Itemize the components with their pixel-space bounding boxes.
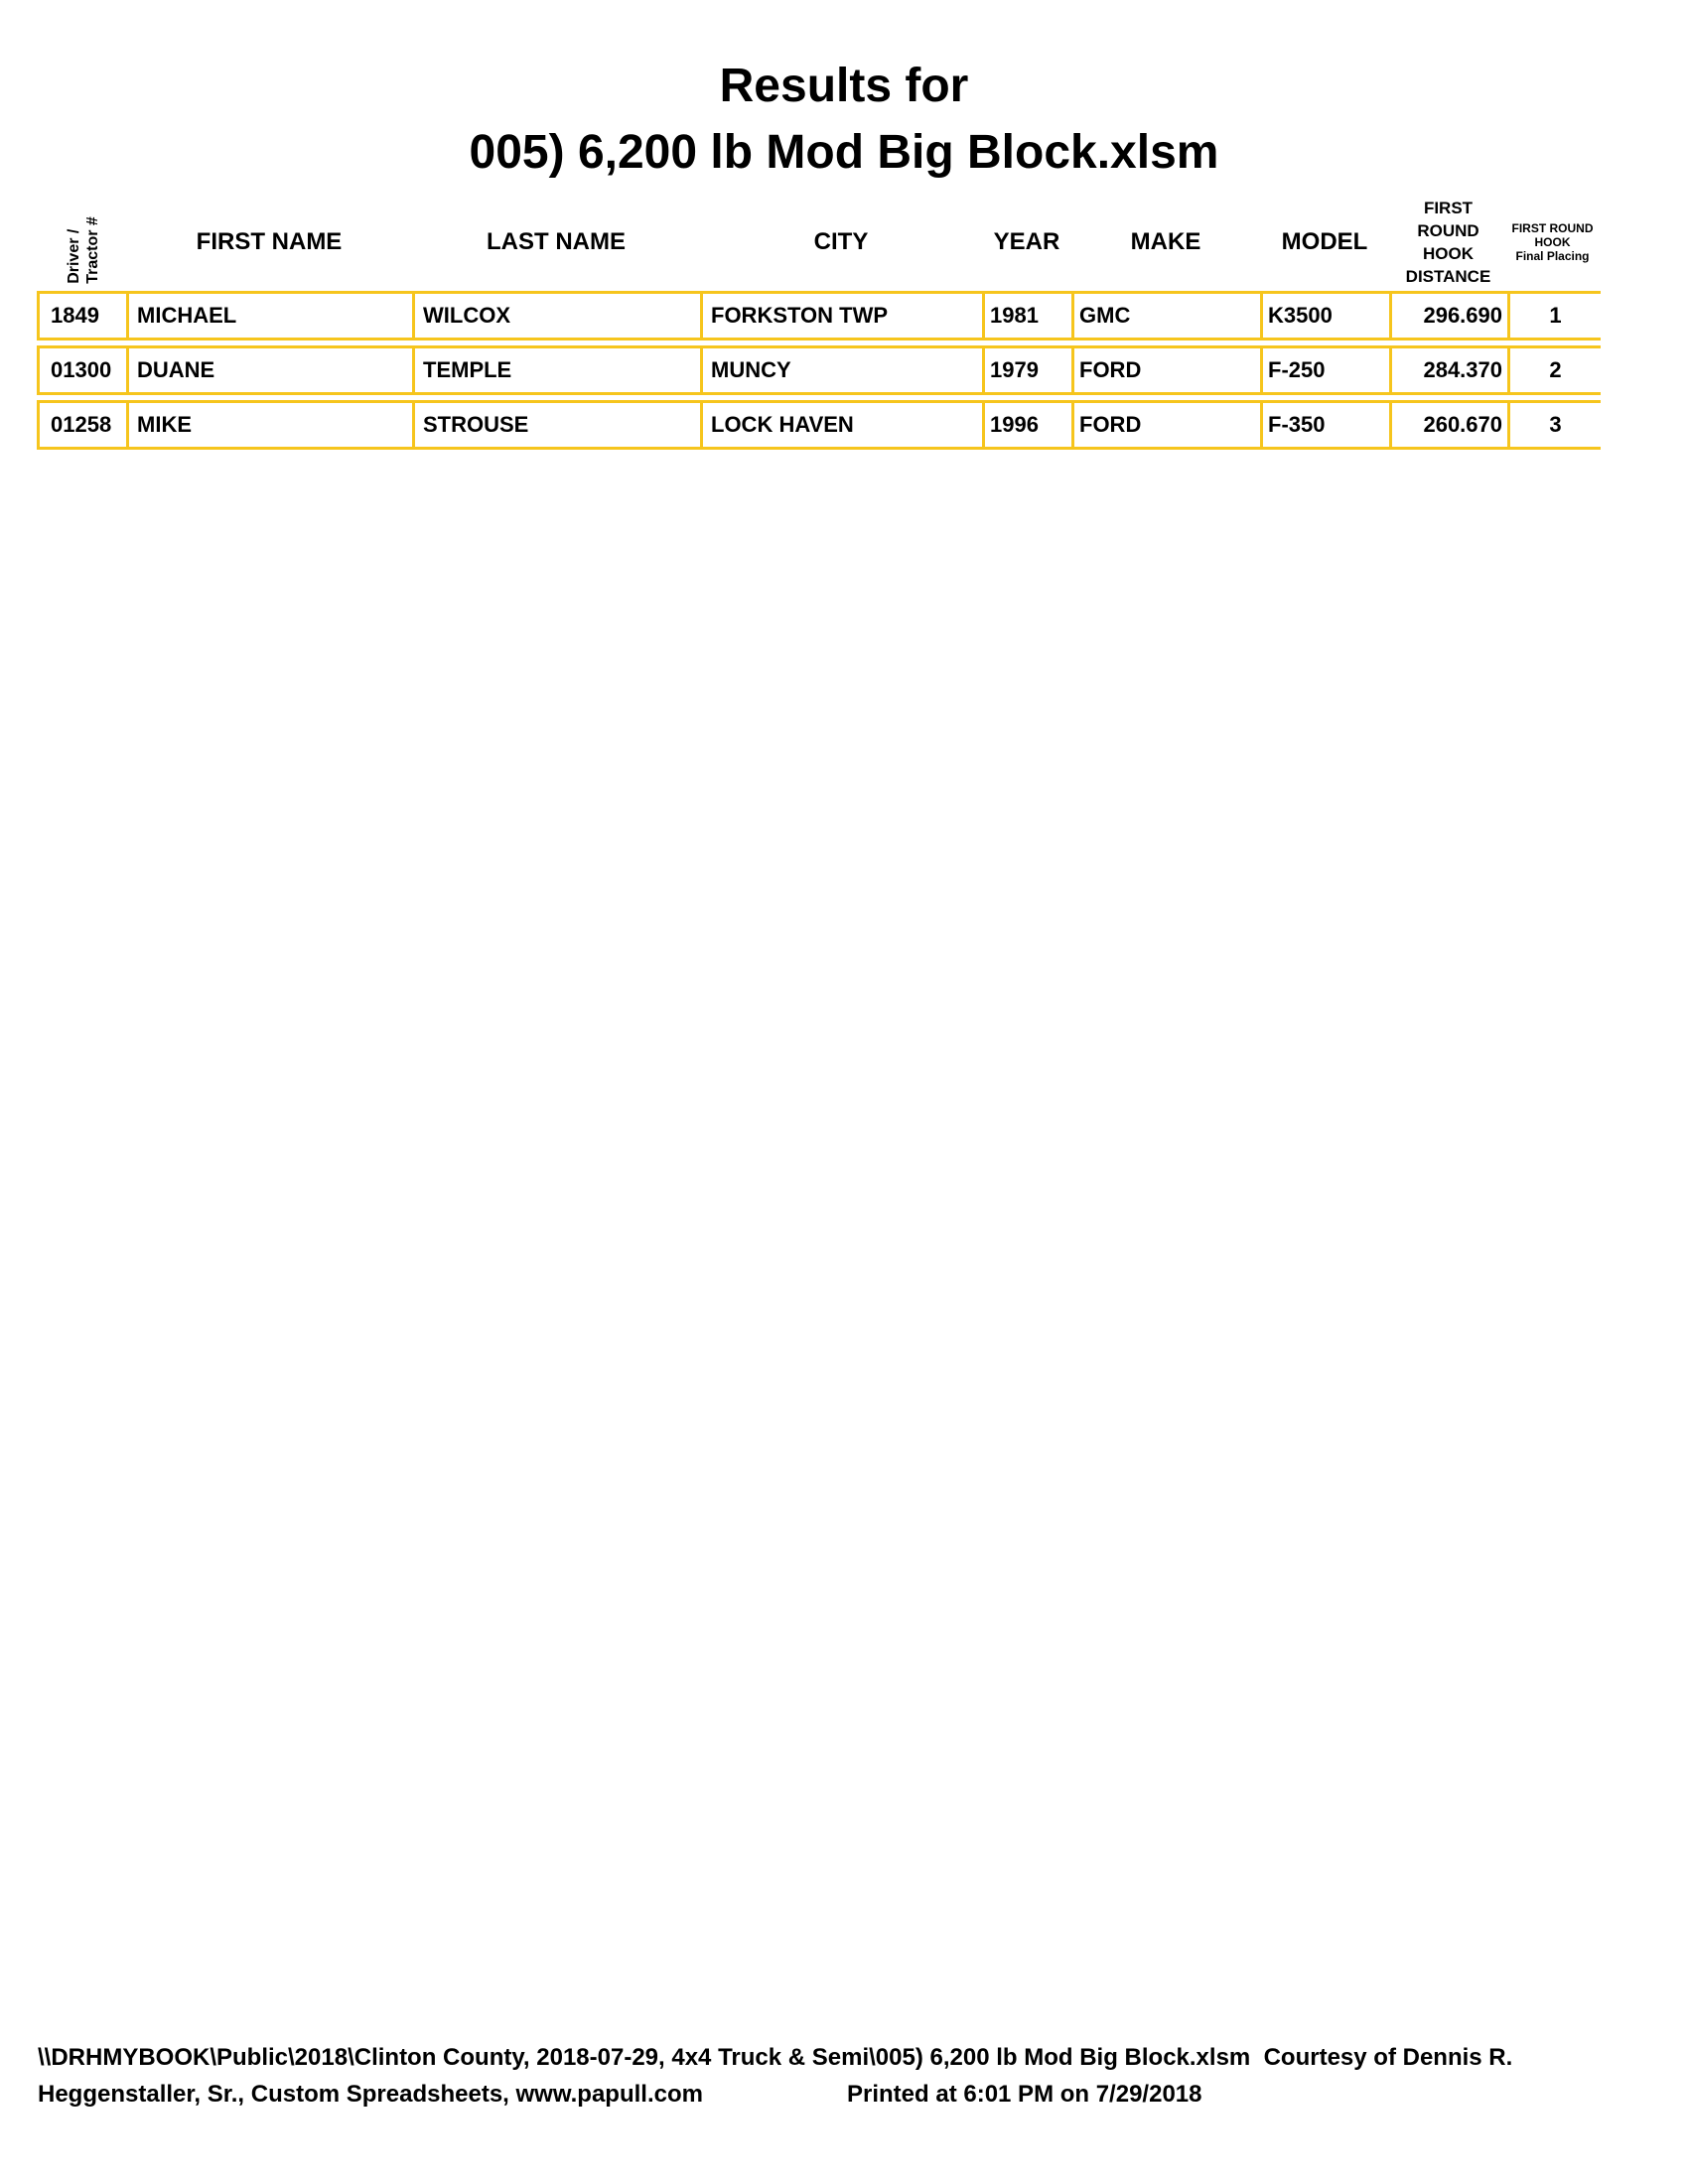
column-header-make: MAKE bbox=[1130, 228, 1201, 255]
cell-year: 1979 bbox=[985, 348, 1074, 392]
column-header-driver-line2: Tractor # bbox=[84, 216, 101, 284]
cell-last-name: WILCOX bbox=[415, 294, 703, 338]
column-header-year: YEAR bbox=[993, 228, 1060, 255]
table-row bbox=[37, 345, 1601, 395]
cell-hook-distance: 260.670 bbox=[1392, 403, 1510, 447]
final-placing-line-2: HOOK bbox=[1534, 235, 1571, 249]
cell-hook-distance: 284.370 bbox=[1392, 348, 1510, 392]
cell-last-name: TEMPLE bbox=[415, 348, 703, 392]
cell-final-placing: 3 bbox=[1549, 412, 1562, 437]
footer-file-path: \\DRHMYBOOK\Public\2018\Clinton County, 2018-07-29, 4x4 Truck & Semi\005) 6,200 lb Mod Big Block.xlsm Courtesy of Dennis R. bbox=[38, 2044, 1513, 2071]
column-header-last-name: LAST NAME bbox=[487, 228, 626, 255]
cell-first-name: MIKE bbox=[129, 403, 415, 447]
cell-model: K3500 bbox=[1263, 294, 1392, 338]
cell-final-placing: 1 bbox=[1549, 303, 1562, 328]
column-header-final-placing bbox=[1507, 221, 1598, 263]
cell-city: LOCK HAVEN bbox=[703, 403, 985, 447]
cell-tractor-number: 01258 bbox=[40, 403, 129, 447]
cell-make: FORD bbox=[1074, 403, 1263, 447]
cell-last-name: STROUSE bbox=[415, 403, 703, 447]
hook-distance-line-1: FIRST bbox=[1423, 199, 1474, 217]
hook-distance-line-4: DISTANCE bbox=[1405, 267, 1491, 286]
cell-year: 1981 bbox=[985, 294, 1074, 338]
final-placing-line-1: FIRST ROUND bbox=[1511, 221, 1594, 235]
cell-first-name: DUANE bbox=[129, 348, 415, 392]
footer-credits: Heggenstaller, Sr., Custom Spreadsheets, www.papull.com bbox=[38, 2081, 703, 2108]
cell-final-placing: 2 bbox=[1549, 357, 1562, 382]
table-row bbox=[37, 291, 1601, 341]
cell-city: FORKSTON TWP bbox=[703, 294, 985, 338]
results-table bbox=[37, 291, 1601, 455]
page-title: Results for bbox=[719, 60, 969, 112]
column-header-city: CITY bbox=[813, 228, 869, 255]
cell-tractor-number: 1849 bbox=[40, 294, 129, 338]
cell-first-name: MICHAEL bbox=[129, 294, 415, 338]
cell-model: F-250 bbox=[1263, 348, 1392, 392]
cell-model: F-350 bbox=[1263, 403, 1392, 447]
cell-tractor-number: 01300 bbox=[40, 348, 129, 392]
cell-hook-distance: 296.690 bbox=[1392, 294, 1510, 338]
column-header-hook-distance bbox=[1389, 197, 1507, 288]
hook-distance-line-3: HOOK bbox=[1423, 244, 1474, 263]
cell-make: FORD bbox=[1074, 348, 1263, 392]
cell-make: GMC bbox=[1074, 294, 1263, 338]
column-header-model: MODEL bbox=[1281, 228, 1368, 255]
final-placing-line-3: Final Placing bbox=[1515, 249, 1590, 263]
table-row bbox=[37, 400, 1601, 450]
footer-printed-timestamp: Printed at 6:01 PM on 7/29/2018 bbox=[847, 2081, 1202, 2108]
hook-distance-line-2: ROUND bbox=[1417, 221, 1479, 240]
cell-city: MUNCY bbox=[703, 348, 985, 392]
column-header-first-name: FIRST NAME bbox=[196, 228, 343, 255]
column-header-driver-line1: Driver / bbox=[66, 228, 82, 284]
table-header-row bbox=[37, 195, 1601, 290]
page-subtitle-filename: 005) 6,200 lb Mod Big Block.xlsm bbox=[469, 126, 1219, 179]
cell-year: 1996 bbox=[985, 403, 1074, 447]
